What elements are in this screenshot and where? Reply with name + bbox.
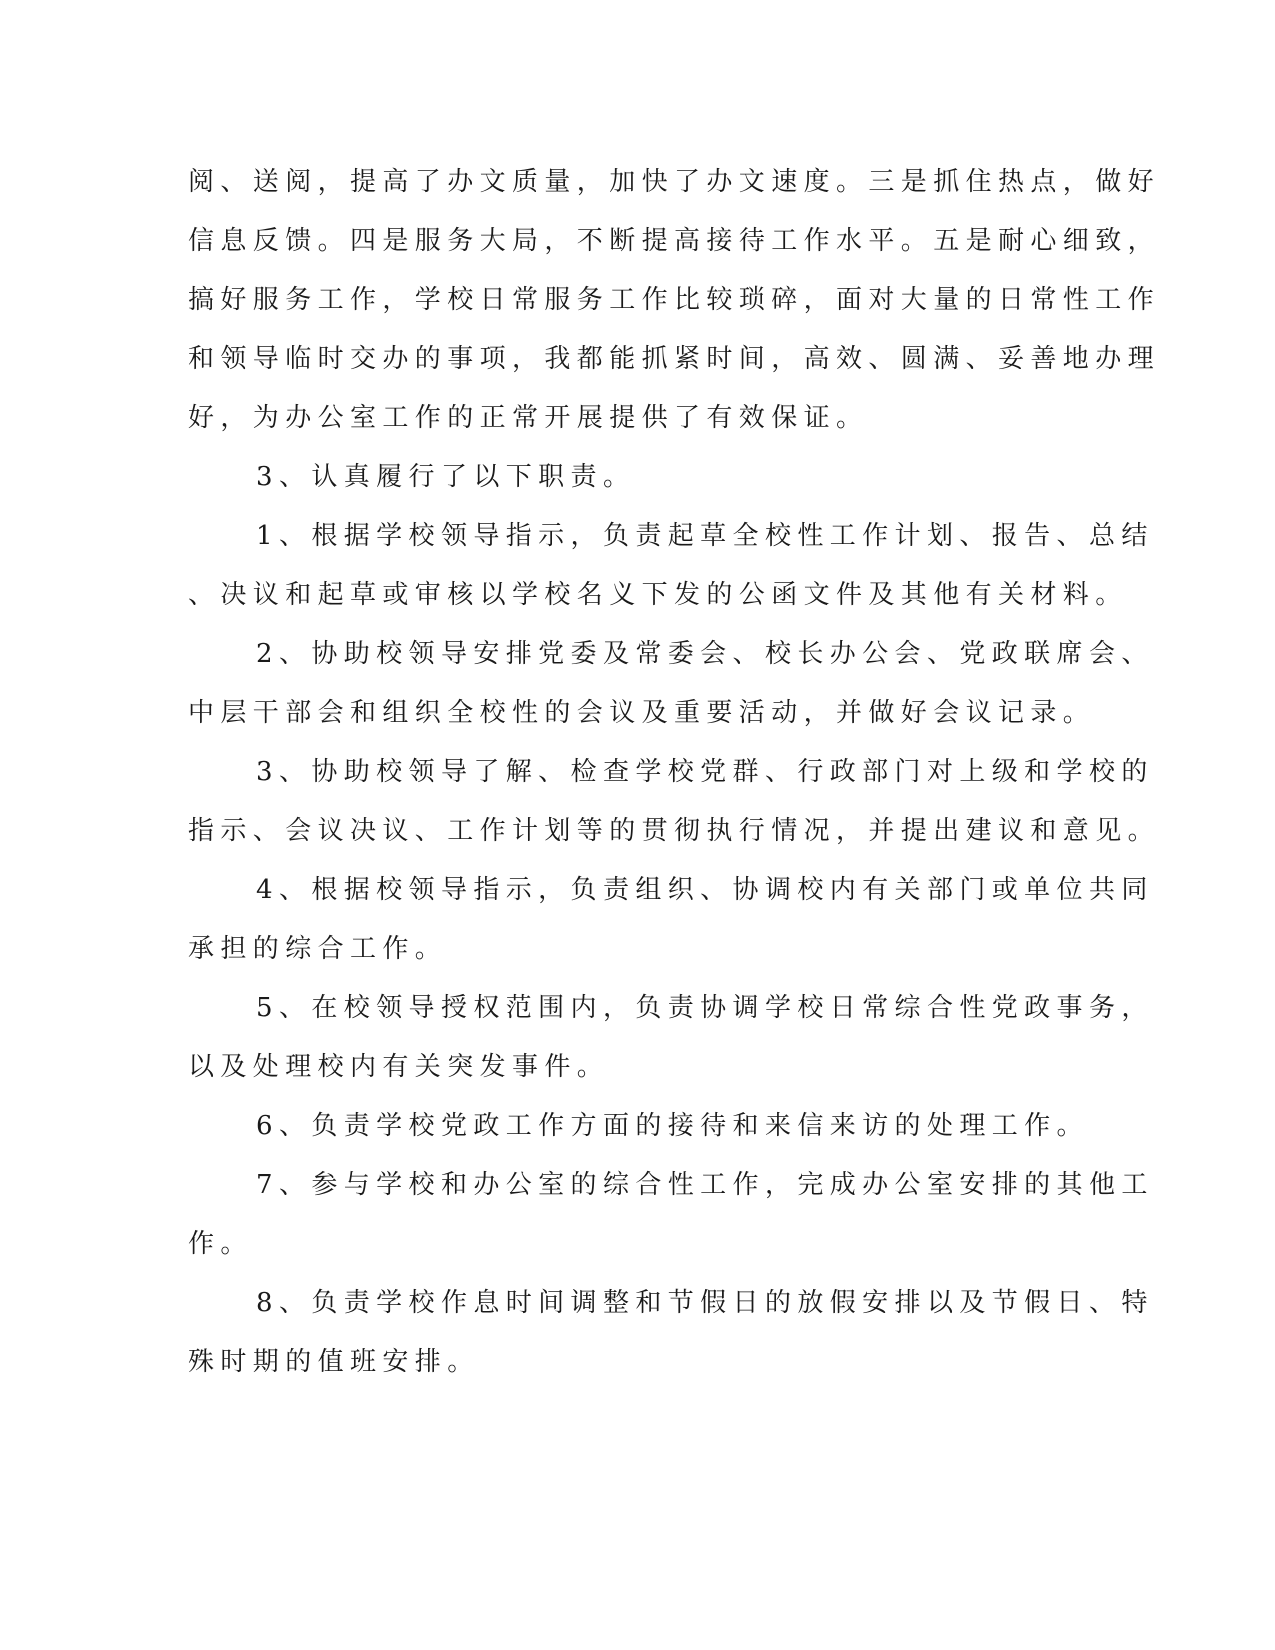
text-line: 以及处理校内有关突发事件。 [188, 1052, 610, 1082]
text-line: 6、负责学校党政工作方面的接待和来信来访的处理工作。 [256, 1111, 1089, 1141]
text-line: 殊时期的值班安排。 [188, 1347, 480, 1377]
text-line: 承担的综合工作。 [188, 934, 448, 964]
text-line: 、决议和起草或审核以学校名义下发的公函文件及其他有关材料。 [188, 580, 1128, 610]
text-line: 搞好服务工作，学校日常服务工作比较琐碎，面对大量的日常性工作 [188, 285, 1161, 315]
text-line: 1、根据学校领导指示，负责起草全校性工作计划、报告、总结 [256, 521, 1154, 551]
text-line: 4、根据校领导指示，负责组织、协调校内有关部门或单位共同 [256, 875, 1154, 905]
section-heading: 3、认真履行了以下职责。 [256, 462, 636, 492]
text-line: 8、负责学校作息时间调整和节假日的放假安排以及节假日、特 [256, 1288, 1154, 1318]
text-line: 3、协助校领导了解、检查学校党群、行政部门对上级和学校的 [256, 757, 1154, 787]
text-line: 作。 [188, 1229, 253, 1259]
text-line: 2、协助校领导安排党委及常委会、校长办公会、党政联席会、 [256, 639, 1154, 669]
text-line: 好，为办公室工作的正常开展提供了有效保证。 [188, 403, 869, 433]
text-line: 阅、送阅，提高了办文质量，加快了办文速度。三是抓住热点，做好 [188, 167, 1161, 197]
text-line: 7、参与学校和办公室的综合性工作，完成办公室安排的其他工 [256, 1170, 1154, 1200]
text-line: 指示、会议决议、工作计划等的贯彻执行情况，并提出建议和意见。 [188, 816, 1161, 846]
text-line: 信息反馈。四是服务大局，不断提高接待工作水平。五是耐心细致， [188, 226, 1161, 256]
text-line: 5、在校领导授权范围内，负责协调学校日常综合性党政事务， [256, 993, 1154, 1023]
text-line: 和领导临时交办的事项，我都能抓紧时间，高效、圆满、妥善地办理 [188, 344, 1161, 374]
text-line: 中层干部会和组织全校性的会议及重要活动，并做好会议记录。 [188, 698, 1096, 728]
